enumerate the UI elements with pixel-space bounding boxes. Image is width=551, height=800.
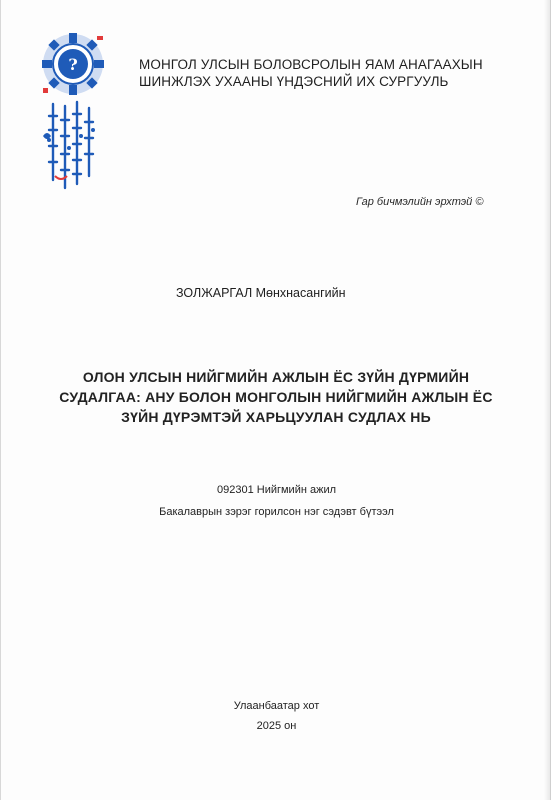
emblem-vertical-script — [35, 96, 109, 196]
institution-line-1: МОНГОЛ УЛСЫН БОЛОВСРОЛЫН ЯАМ АНАГААХЫН — [139, 57, 483, 72]
university-emblem-icon — [39, 30, 107, 100]
copyright-notice: Гар бичмэлийн эрхтэй © — [356, 196, 484, 208]
thesis-title-line-2: СУДАЛГАА: АНУ БОЛОН МОНГОЛЫН НИЙГМИЙН АЖЛЫН ЁС — [59, 389, 493, 405]
year: 2025 он — [256, 720, 297, 732]
author-name: ЗОЛЖАРГАЛ Мөнхнасангийн — [176, 286, 346, 300]
institution-line-2: ШИНЖЛЭХ УХААНЫ ҮНДЭСНИЙ ИХ СУРГУУЛЬ — [139, 74, 449, 89]
svg-text:?: ? — [68, 55, 78, 74]
institution-name — [139, 56, 519, 90]
page-edge-shadow — [544, 0, 550, 800]
thesis-title-line-3: ЗҮЙН ДҮРЭМТЭЙ ХАРЬЦУУЛАН СУДЛАХ НЬ — [121, 409, 431, 425]
degree-statement: Бакалаврын зэрэг горилсон нэг сэдэвт бүтээл — [159, 506, 394, 518]
city-name: Улаанбаатар хот — [233, 700, 320, 712]
thesis-title — [51, 367, 501, 427]
program-code: 092301 Нийгмийн ажил — [216, 484, 337, 496]
thesis-title-line-1: ОЛОН УЛСЫН НИЙГМИЙН АЖЛЫН ЁС ЗҮЙН ДҮРМИЙН — [82, 369, 470, 385]
